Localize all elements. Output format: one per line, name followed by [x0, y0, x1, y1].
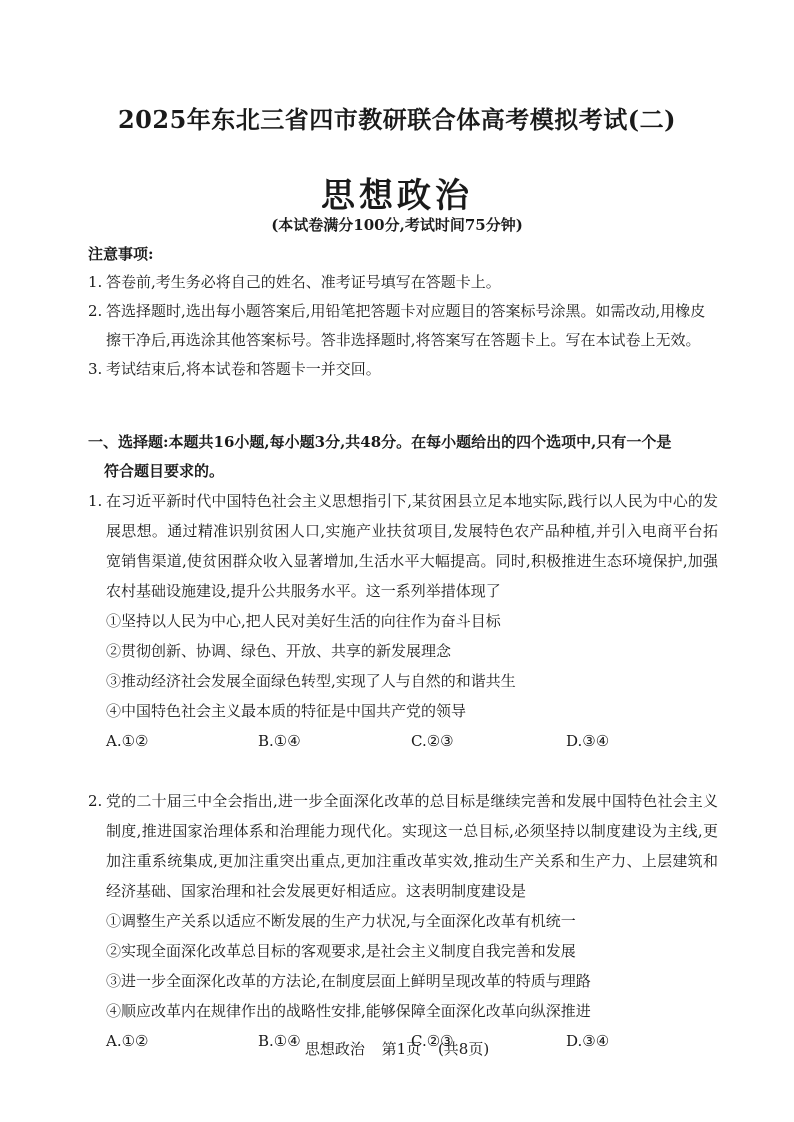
statement-2: ②实现全面深化改革总目标的客观要求,是社会主义制度自我完善和发展 [106, 942, 576, 960]
statement-3: ③推动经济社会发展全面绿色转型,实现了人与自然的和谐共生 [106, 672, 516, 690]
notice-item-number: 3. [88, 360, 103, 378]
notice-item-1 [88, 268, 718, 297]
option-a: A.①② [106, 1032, 149, 1050]
question-2 [88, 786, 718, 1056]
notice-list [88, 268, 718, 384]
footer-page-number: 第1页 [381, 1040, 422, 1058]
footer-subject: 思想政治 [304, 1040, 365, 1058]
notice-item-text: 考试结束后,将本试卷和答题卡一并交回。 [106, 360, 381, 378]
statement-4: ④顺应改革内在规律作出的战略性安排,能够保障全面深化改革向纵深推进 [106, 1002, 591, 1020]
section-instructions: 选择题:本题共16小题,每小题3分,共48分。在每小题给出的四个选项中,只有一个是 [118, 433, 672, 451]
option-a: A.①② [106, 732, 149, 750]
question-stem [88, 786, 718, 906]
option-d: D.③④ [566, 732, 610, 750]
notice-item-3 [88, 355, 718, 384]
option-c: C.②③ [411, 1032, 454, 1050]
notice-item-text: 答卷前,考生务必将自己的姓名、准考证号填写在答题卡上。 [106, 273, 501, 291]
question-1 [88, 486, 718, 756]
question-number: 2. [88, 792, 103, 810]
statement-2: ②贯彻创新、协调、绿色、开放、共享的新发展理念 [106, 642, 452, 660]
notice-item-number: 1. [88, 273, 103, 291]
statement-3: ③进一步全面深化改革的方法论,在制度层面上鲜明呈现改革的特质与理路 [106, 972, 591, 990]
statement-1: ①调整生产关系以适应不断发展的生产力状况,与全面深化改革有机统一 [106, 912, 576, 930]
section-heading [88, 428, 718, 486]
notice-item-2 [88, 297, 718, 355]
option-b: B.①④ [258, 1032, 301, 1050]
footer-total-pages: (共8页) [437, 1040, 490, 1058]
section-instructions-continued: 符合题目要求的。 [104, 462, 225, 480]
subject-title: 思想政治 [321, 176, 473, 216]
notice-item-number: 2. [88, 302, 103, 320]
option-b: B.①④ [258, 732, 301, 750]
exam-info: (本试卷满分100分,考试时间75分钟) [271, 216, 523, 234]
question-stem-text: 党的二十届三中全会指出,进一步全面深化改革的总目标是继续完善和发展中国特色社会主义制度,推进国家治理体系和治理能力现代化。实现这一总目标,必须坚持以制度建设为主线,更加注重系统集成,更加注重突出重点,更加注重改革实效,推动生产关系和生产力、上层建筑和经济基础、国家治理和社会发展更好相适应。这表明制度建设是 [106, 792, 718, 900]
question-stem [88, 486, 718, 606]
notice-item-text: 答选择题时,选出每小题答案后,用铅笔把答题卡对应题目的答案标号涂黑。如需改动,用橡皮擦干净后,再选涂其他答案标号。答非选择题时,将答案写在答题卡上。写在本试卷上无效。 [106, 302, 706, 349]
section-number: 一、 [88, 433, 119, 451]
answer-options [88, 726, 718, 756]
exam-title: 2025年东北三省四市教研联合体高考模拟考试(二) [117, 105, 676, 134]
statement-1: ①坚持以人民为中心,把人民对美好生活的向往作为奋斗目标 [106, 612, 501, 630]
notice-heading: 注意事项: [88, 245, 154, 263]
option-c: C.②③ [411, 732, 454, 750]
question-stem-text: 在习近平新时代中国特色社会主义思想指引下,某贫困县立足本地实际,践行以人民为中心的发展思想。通过精准识别贫困人口,实施产业扶贫项目,发展特色农产品种植,并引入电商平台拓宽销售渠道,使贫困群众收入显著增加,生活水平大幅提高。同时,积极推进生态环境保护,加强农村基础设施建设,提升公共服务水平。这一系列举措体现了 [106, 492, 718, 600]
question-number: 1. [88, 492, 103, 510]
page-footer [0, 1038, 794, 1059]
statement-4: ④中国特色社会主义最本质的特征是中国共产党的领导 [106, 702, 467, 720]
option-d: D.③④ [566, 1032, 610, 1050]
